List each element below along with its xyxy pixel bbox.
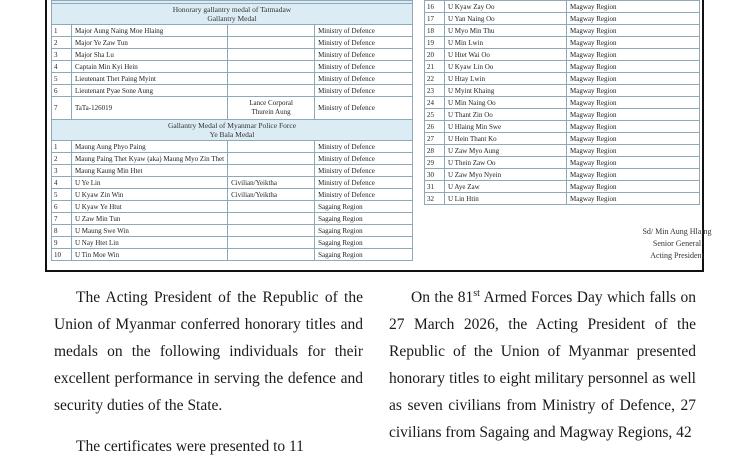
cell-name: U Tin Moe Win [72, 249, 228, 261]
cell-mid [228, 25, 315, 37]
table-row [52, 225, 413, 237]
table-row [425, 25, 700, 37]
cell-org: Ministry of Defence [315, 177, 413, 189]
cell-name: U Zaw Myo Aung [445, 145, 567, 157]
table-row [52, 37, 413, 49]
cell-no: 27 [425, 133, 445, 145]
article-paragraph: The Acting President of the Republic of the Union of Myanmar conferred honorary titles and medals on the following individuals for their excellent performance in serving the defence and security duties of the State. [54, 289, 363, 414]
cell-org: Sagaing Region [315, 249, 413, 261]
police-header-row [52, 120, 413, 141]
cell-no: 20 [425, 49, 445, 61]
cell-name: Major Ye Zaw Tun [72, 37, 228, 49]
article-left-column [54, 284, 363, 460]
cell-name: U Myint Khaing [445, 85, 567, 97]
cell-no: 22 [425, 73, 445, 85]
cell-name: U Aye Zaw [445, 181, 567, 193]
table-row [52, 61, 413, 73]
cell-org: Magway Region [567, 85, 700, 97]
cell-org: Magway Region [567, 37, 700, 49]
cell-name: U Thant Zin Oo [445, 109, 567, 121]
table-row [52, 201, 413, 213]
cell-no: 19 [425, 37, 445, 49]
cell-mid [228, 225, 315, 237]
cell-no: 18 [425, 25, 445, 37]
table-row [52, 189, 413, 201]
cell-name: Maung Kaung Min Htet [72, 165, 228, 177]
cell-name: U Lin Htin [445, 193, 567, 205]
cell-name: U Kyaw Zay Oo [445, 1, 567, 13]
cell-org: Magway Region [567, 133, 700, 145]
cell-org: Magway Region [567, 145, 700, 157]
cell-org: Sagaing Region [315, 225, 413, 237]
cell-org: Sagaing Region [315, 201, 413, 213]
table-row [425, 157, 700, 169]
cell-name: U Maung Swe Win [72, 225, 228, 237]
cell-name: U Thein Zaw Oo [445, 157, 567, 169]
table-row [425, 193, 700, 205]
cell-mid [228, 237, 315, 249]
table-row [52, 153, 413, 165]
cell-no: 29 [425, 157, 445, 169]
cell-org: Sagaing Region [315, 237, 413, 249]
table-row [52, 73, 413, 85]
cell-mid [228, 201, 315, 213]
article-paragraph: On the 81st Armed Forces Day which falls on 27 March 2026, the Acting President of the Republic of the Union of Myanmar presented honorary titles to eight military personnel as well as seven civilians from Ministry of Defence, 27 civilians from Sagaing and Magway Regions, 42 [389, 287, 696, 441]
cell-mid [228, 153, 315, 165]
cell-no: 10 [52, 249, 72, 261]
table-row [425, 49, 700, 61]
cell-mid [228, 213, 315, 225]
cell-name: U Yan Naing Oo [445, 13, 567, 25]
cell-no: 26 [425, 121, 445, 133]
cell-name: U Htet Wai Oo [445, 49, 567, 61]
cell-mid [228, 165, 315, 177]
cell-mid [228, 85, 315, 97]
cell-name: Captain Min Kyi Hein [72, 61, 228, 73]
cell-name: Major Sha Lu [72, 49, 228, 61]
cell-no: 8 [52, 225, 72, 237]
police-header: Gallantry Medal of Myanmar Police Force Ye Bala Medal [52, 120, 413, 141]
cell-org: Magway Region [567, 73, 700, 85]
cell-org: Ministry of Defence [315, 85, 413, 97]
table-row [52, 165, 413, 177]
table-row [52, 141, 413, 153]
table-row [425, 169, 700, 181]
cell-no: 4 [52, 61, 72, 73]
cell-name: U Kyaw Zin Win [72, 189, 228, 201]
table-row [425, 13, 700, 25]
cell-no: 1 [52, 25, 72, 37]
cell-org: Magway Region [567, 49, 700, 61]
cell-mid: Civilian/Yeiktha [228, 177, 315, 189]
cell-name: U Nay Htet Lin [72, 237, 228, 249]
honorary-rows [52, 25, 413, 97]
honorary-header-row [52, 4, 413, 25]
cell-org: Ministry of Defence [315, 37, 413, 49]
cell-no: 25 [425, 109, 445, 121]
table-row [425, 133, 700, 145]
cell-no: 30 [425, 169, 445, 181]
table-row: 7 TaTa-126019 Lance Corporal Thurein Aung Ministry of Defence [52, 97, 413, 120]
cell-org: Magway Region [567, 13, 700, 25]
cell-org: Magway Region [567, 193, 700, 205]
cell-no: 31 [425, 181, 445, 193]
cell-no: 5 [52, 189, 72, 201]
cell-org: Magway Region [567, 1, 700, 13]
cell-mid [228, 73, 315, 85]
cell-org: Magway Region [567, 169, 700, 181]
table-row [425, 1, 700, 13]
cell-name: Major Aung Naing Moe Hlaing [72, 25, 228, 37]
table-row [425, 145, 700, 157]
cell-name: U Kyaw Ye Htut [72, 201, 228, 213]
cell-no: 5 [52, 73, 72, 85]
cell-no: 23 [425, 85, 445, 97]
cell-mid [228, 249, 315, 261]
table-row [52, 85, 413, 97]
cell-no: 7 [52, 213, 72, 225]
table-row [425, 181, 700, 193]
cell-org: Ministry of Defence [315, 61, 413, 73]
cell-no: 3 [52, 165, 72, 177]
cell-name: U Htay Lwin [445, 73, 567, 85]
signature-block: Sd/ Min Aung Hlaing Senior General Acting President [642, 227, 712, 260]
table-row [52, 237, 413, 249]
cell-org: Ministry of Defence [315, 25, 413, 37]
cell-org: Magway Region [567, 181, 700, 193]
cell-no: 4 [52, 177, 72, 189]
cell-name: U Ye Lin [72, 177, 228, 189]
right-rows [425, 1, 700, 205]
cell-org: Magway Region [567, 121, 700, 133]
cell-org: Sagaing Region [315, 213, 413, 225]
cell-no: 2 [52, 153, 72, 165]
cell-no: 6 [52, 201, 72, 213]
cell-name: U Hein Thant Ko [445, 133, 567, 145]
table-row [425, 109, 700, 121]
cell-no: 24 [425, 97, 445, 109]
cell-mid [228, 141, 315, 153]
cell-name: U Min Lwin [445, 37, 567, 49]
cell-name: U Hlaing Min Swe [445, 121, 567, 133]
cell-org: Ministry of Defence [315, 165, 413, 177]
cell-mid [228, 37, 315, 49]
cell-org: Ministry of Defence [315, 141, 413, 153]
cell-name: Lieutenant Thet Paing Myint [72, 73, 228, 85]
cell-org: Ministry of Defence [315, 153, 413, 165]
cell-no: 32 [425, 193, 445, 205]
table-row [425, 97, 700, 109]
cell-no: 21 [425, 61, 445, 73]
right-medal-table [424, 0, 700, 205]
cell-no: 3 [52, 49, 72, 61]
cell-mid [228, 49, 315, 61]
cell-org: Magway Region [567, 61, 700, 73]
cell-org: Magway Region [567, 25, 700, 37]
table-row [425, 85, 700, 97]
cell-org: Magway Region [567, 157, 700, 169]
cell-name: Lieutenant Pyae Sone Aung [72, 85, 228, 97]
table-row [425, 61, 700, 73]
cell-no: 1 [52, 141, 72, 153]
table-row [52, 25, 413, 37]
table-row [425, 73, 700, 85]
cell-no: 28 [425, 145, 445, 157]
medal-list-frame [45, 0, 712, 272]
table-row [52, 249, 413, 261]
cell-name: Maung Aung Phyo Paing [72, 141, 228, 153]
cell-mid [228, 61, 315, 73]
cell-name: U Zaw Myo Nyein [445, 169, 567, 181]
cell-org: Ministry of Defence [315, 49, 413, 61]
table-row [425, 37, 700, 49]
article-right-column [389, 284, 696, 446]
cell-name: U Zaw Min Tun [72, 213, 228, 225]
cell-name: U Myo Min Thu [445, 25, 567, 37]
cell-org: Magway Region [567, 109, 700, 121]
police-rows [52, 141, 413, 261]
cell-name: U Min Naing Oo [445, 97, 567, 109]
cell-org: Ministry of Defence [315, 73, 413, 85]
cell-mid: Civilian/Yeiktha [228, 189, 315, 201]
table-row [425, 121, 700, 133]
table-row [52, 49, 413, 61]
honorary-header: Honorary gallantry medal of Tatmadaw Gallantry Medal [52, 4, 413, 25]
table-row [52, 177, 413, 189]
table-row [52, 213, 413, 225]
cell-org: Magway Region [567, 97, 700, 109]
article-paragraph: The certificates were presented to 11 [76, 438, 304, 455]
cell-no: 9 [52, 237, 72, 249]
cell-no: 16 [425, 1, 445, 13]
cell-no: 17 [425, 13, 445, 25]
cell-name: U Kyaw Lin Oo [445, 61, 567, 73]
cell-name: Maung Paing Thet Kyaw (aka) Maung Myo Zin Thet [72, 153, 228, 165]
left-medal-table [51, 0, 413, 261]
cell-no: 2 [52, 37, 72, 49]
cell-no: 6 [52, 85, 72, 97]
cell-org: Ministry of Defence [315, 189, 413, 201]
